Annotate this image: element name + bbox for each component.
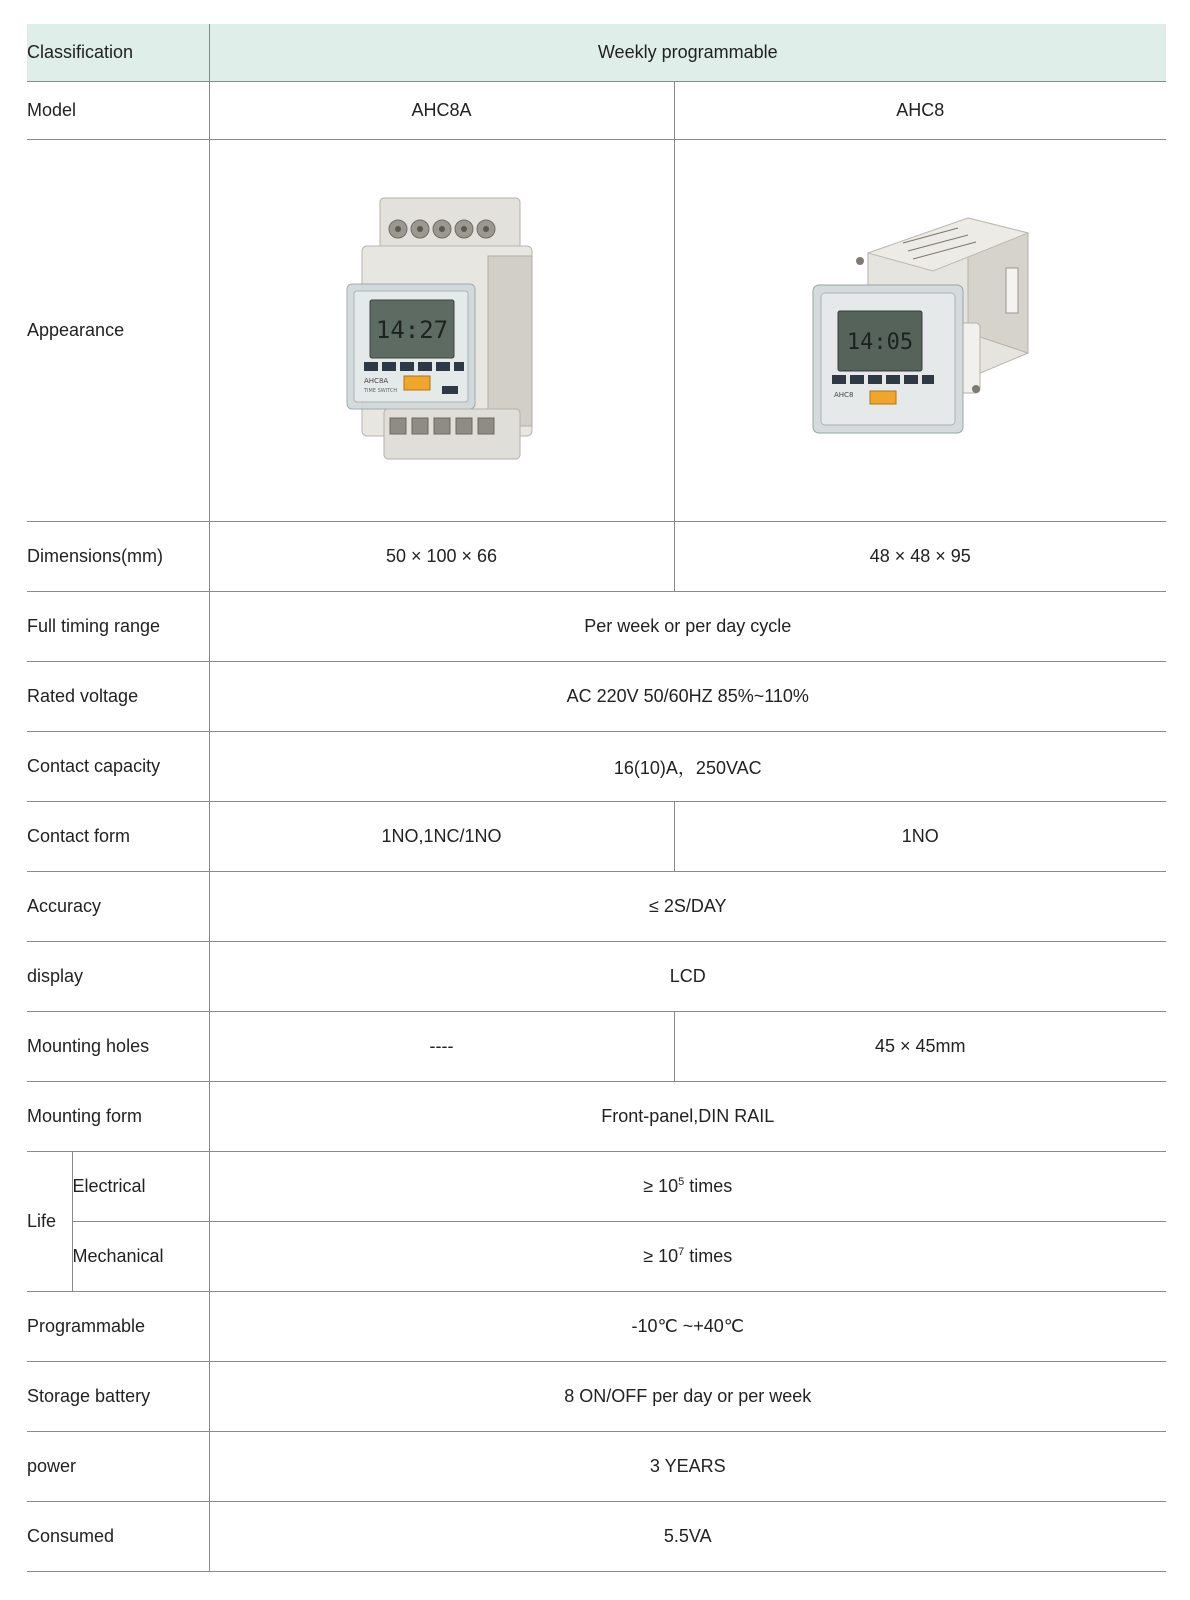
dimensions-label: Dimensions(mm) [27, 522, 209, 592]
mounting-form-row [27, 1082, 1166, 1152]
accuracy-value: ≤ 2S/DAY [209, 872, 1166, 942]
model-row [27, 82, 1166, 140]
mounting-holes-a: ---- [209, 1012, 674, 1082]
display-value: LCD [209, 942, 1166, 1012]
dimensions-b: 48 × 48 × 95 [674, 522, 1166, 592]
dimensions-row [27, 522, 1166, 592]
capacity-value: 16(10)A，250VAC [209, 732, 1166, 802]
classification-label: Classification [27, 24, 209, 82]
contact-form-a: 1NO,1NC/1NO [209, 802, 674, 872]
model-label: Model [27, 82, 209, 140]
mounting-holes-row [27, 1012, 1166, 1082]
voltage-row [27, 662, 1166, 732]
mounting-form-value: Front-panel,DIN RAIL [209, 1082, 1166, 1152]
mounting-form-label: Mounting form [27, 1082, 209, 1152]
appearance-b-cell [674, 140, 1166, 522]
appearance-label: Appearance [27, 140, 209, 522]
voltage-label: Rated voltage [27, 662, 209, 732]
life-electrical-suffix: times [684, 1176, 733, 1196]
classification-row [27, 24, 1166, 82]
life-electrical-exp: 5 [678, 1176, 685, 1188]
life-mechanical-exp: 7 [678, 1246, 685, 1258]
ahc8a-sub-label: TIME SWITCH [363, 387, 397, 394]
programmable-value: -10℃ ~+40℃ [209, 1292, 1166, 1362]
dimensions-a: 50 × 100 × 66 [209, 522, 674, 592]
power-row [27, 1432, 1166, 1502]
capacity-label: Contact capacity [27, 732, 209, 802]
programmable-row [27, 1292, 1166, 1362]
life-mechanical-prefix: ≥ 10 [643, 1246, 679, 1266]
product-image-ahc8a [342, 196, 542, 466]
life-label: Life [27, 1152, 72, 1292]
timing-label: Full timing range [27, 592, 209, 662]
appearance-a-cell [209, 140, 674, 522]
power-value: 3 YEARS [209, 1432, 1166, 1502]
appearance-row [27, 140, 1166, 522]
battery-value: 8 ON/OFF per day or per week [209, 1362, 1166, 1432]
contact-form-row [27, 802, 1166, 872]
life-mechanical-label: Mechanical [72, 1222, 209, 1292]
power-label: power [27, 1432, 209, 1502]
contact-form-label: Contact form [27, 802, 209, 872]
life-electrical-prefix: ≥ 10 [643, 1176, 679, 1196]
ahc8a-brand-label: AHC8A [363, 376, 388, 385]
battery-label: Storage battery [27, 1362, 209, 1432]
consumed-value: 5.5VA [209, 1502, 1166, 1572]
life-electrical-value [209, 1152, 1166, 1222]
voltage-value: AC 220V 50/60HZ 85%~110% [209, 662, 1166, 732]
ahc8a-lcd-readout: 14:27 [375, 315, 448, 344]
display-row [27, 942, 1166, 1012]
model-a: AHC8A [209, 82, 674, 140]
accuracy-label: Accuracy [27, 872, 209, 942]
timing-value: Per week or per day cycle [209, 592, 1166, 662]
programmable-label: Programmable [27, 1292, 209, 1362]
life-mechanical-row [27, 1222, 1166, 1292]
consumed-row [27, 1502, 1166, 1572]
ahc8-brand-label: AHC8 [833, 391, 854, 399]
mounting-holes-b: 45 × 45mm [674, 1012, 1166, 1082]
mounting-holes-label: Mounting holes [27, 1012, 209, 1082]
timing-row [27, 592, 1166, 662]
product-image-ahc8 [808, 213, 1033, 448]
life-electrical-row [27, 1152, 1166, 1222]
accuracy-row [27, 872, 1166, 942]
model-b: AHC8 [674, 82, 1166, 140]
contact-form-b: 1NO [674, 802, 1166, 872]
classification-value: Weekly programmable [209, 24, 1166, 82]
ahc8-lcd-readout: 14:05 [846, 330, 913, 355]
life-mechanical-suffix: times [684, 1246, 733, 1266]
spec-table [27, 24, 1166, 1572]
life-electrical-label: Electrical [72, 1152, 209, 1222]
display-label: display [27, 942, 209, 1012]
life-mechanical-value [209, 1222, 1166, 1292]
capacity-row [27, 732, 1166, 802]
consumed-label: Consumed [27, 1502, 209, 1572]
battery-row [27, 1362, 1166, 1432]
